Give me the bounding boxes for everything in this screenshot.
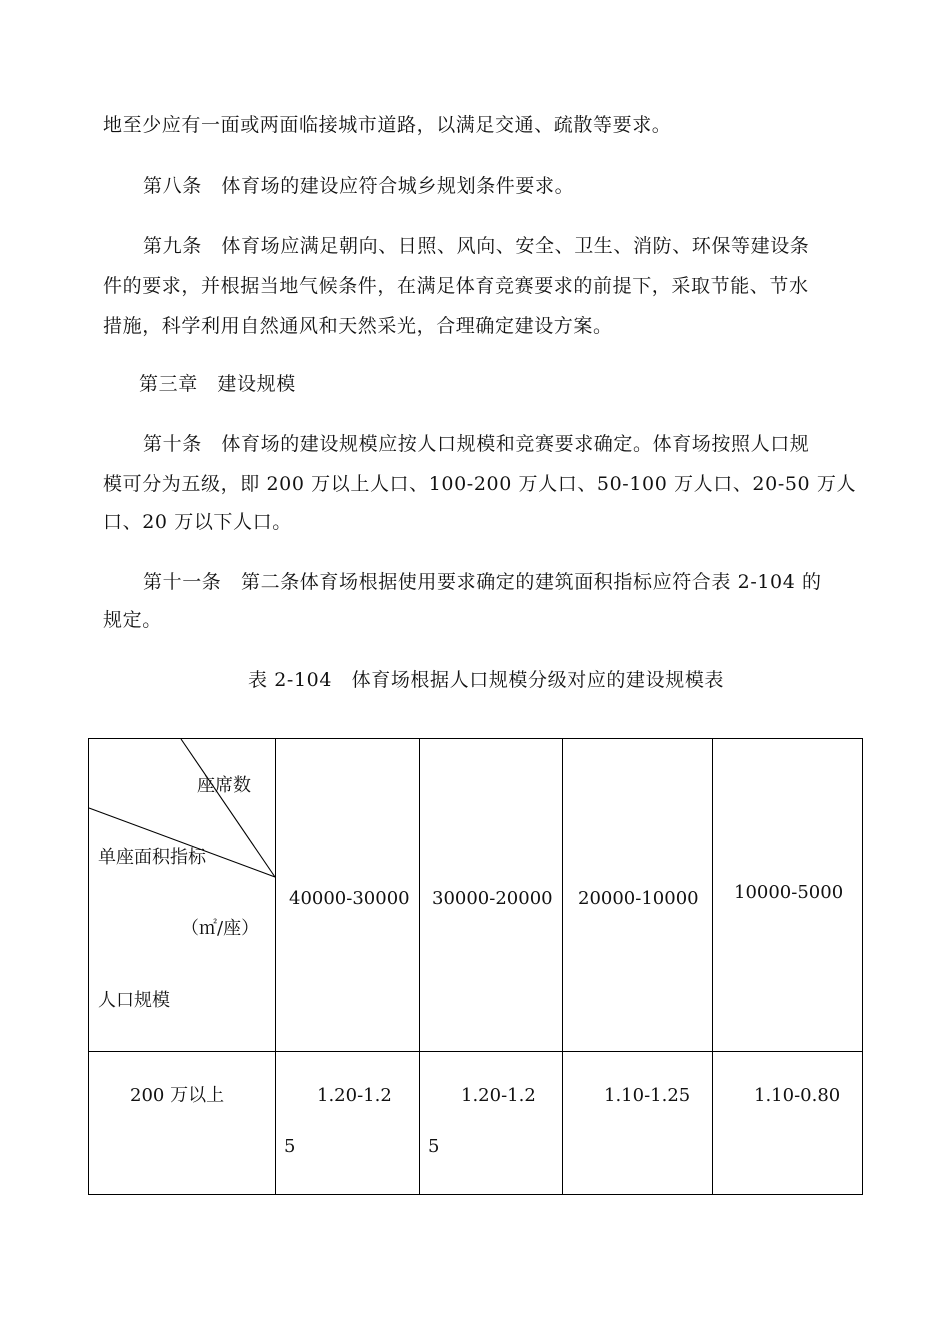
article-10-line-2: 模可分为五级，即 200 万以上人口、100-200 万人口、50-100 万人口、20-50 万人 [103,473,857,495]
article-8: 第八条 体育场的建设应符合城乡规划条件要求。 [143,175,575,197]
column-header: 20000-10000 [578,888,699,909]
header-area-index-label: 单座面积指标 [98,847,206,868]
chapter-3-heading: 第三章 建设规模 [139,373,296,395]
column-divider [562,739,563,1194]
scale-table [88,738,863,1195]
column-header: 10000-5000 [734,882,844,903]
table-cell: 1.10-0.80 [754,1085,841,1106]
article-9-line-3: 措施，科学利用自然通风和天然采光，合理确定建设方案。 [103,315,613,337]
row-divider [89,1051,862,1052]
table-cell: 1.20-1.2 [461,1085,536,1106]
table-caption: 表 2-104 体育场根据人口规模分级对应的建设规模表 [248,669,725,691]
article-11-line-2: 规定。 [103,609,162,631]
header-population-label: 人口规模 [98,990,170,1011]
article-9-line-2: 件的要求，并根据当地气候条件，在满足体育竞赛要求的前提下，采取节能、节水 [103,275,809,297]
table-cell: 1.10-1.25 [604,1085,691,1106]
article-10-line-1: 第十条 体育场的建设规模应按人口规模和竞赛要求确定。体育场按照人口规 [143,433,810,455]
article-9-line-1: 第九条 体育场应满足朝向、日照、风向、安全、卫生、消防、环保等建设条 [143,235,810,257]
column-header: 40000-30000 [289,888,410,909]
paragraph-continuation: 地至少应有一面或两面临接城市道路，以满足交通、疏散等要求。 [103,114,672,136]
table-cell: 1.20-1.2 [317,1085,392,1106]
column-divider [712,739,713,1194]
column-header: 30000-20000 [432,888,553,909]
table-cell: 5 [284,1136,296,1157]
column-divider [419,739,420,1194]
article-11-line-1: 第十一条 第二条体育场根据使用要求确定的建筑面积指标应符合表 2-104 的 [143,571,822,593]
header-seats-label: 座席数 [197,775,251,796]
table-cell: 5 [428,1136,440,1157]
row-label: 200 万以上 [130,1085,225,1106]
article-10-line-3: 口、20 万以下人口。 [103,511,292,533]
header-unit-label: （㎡/座） [181,918,260,939]
